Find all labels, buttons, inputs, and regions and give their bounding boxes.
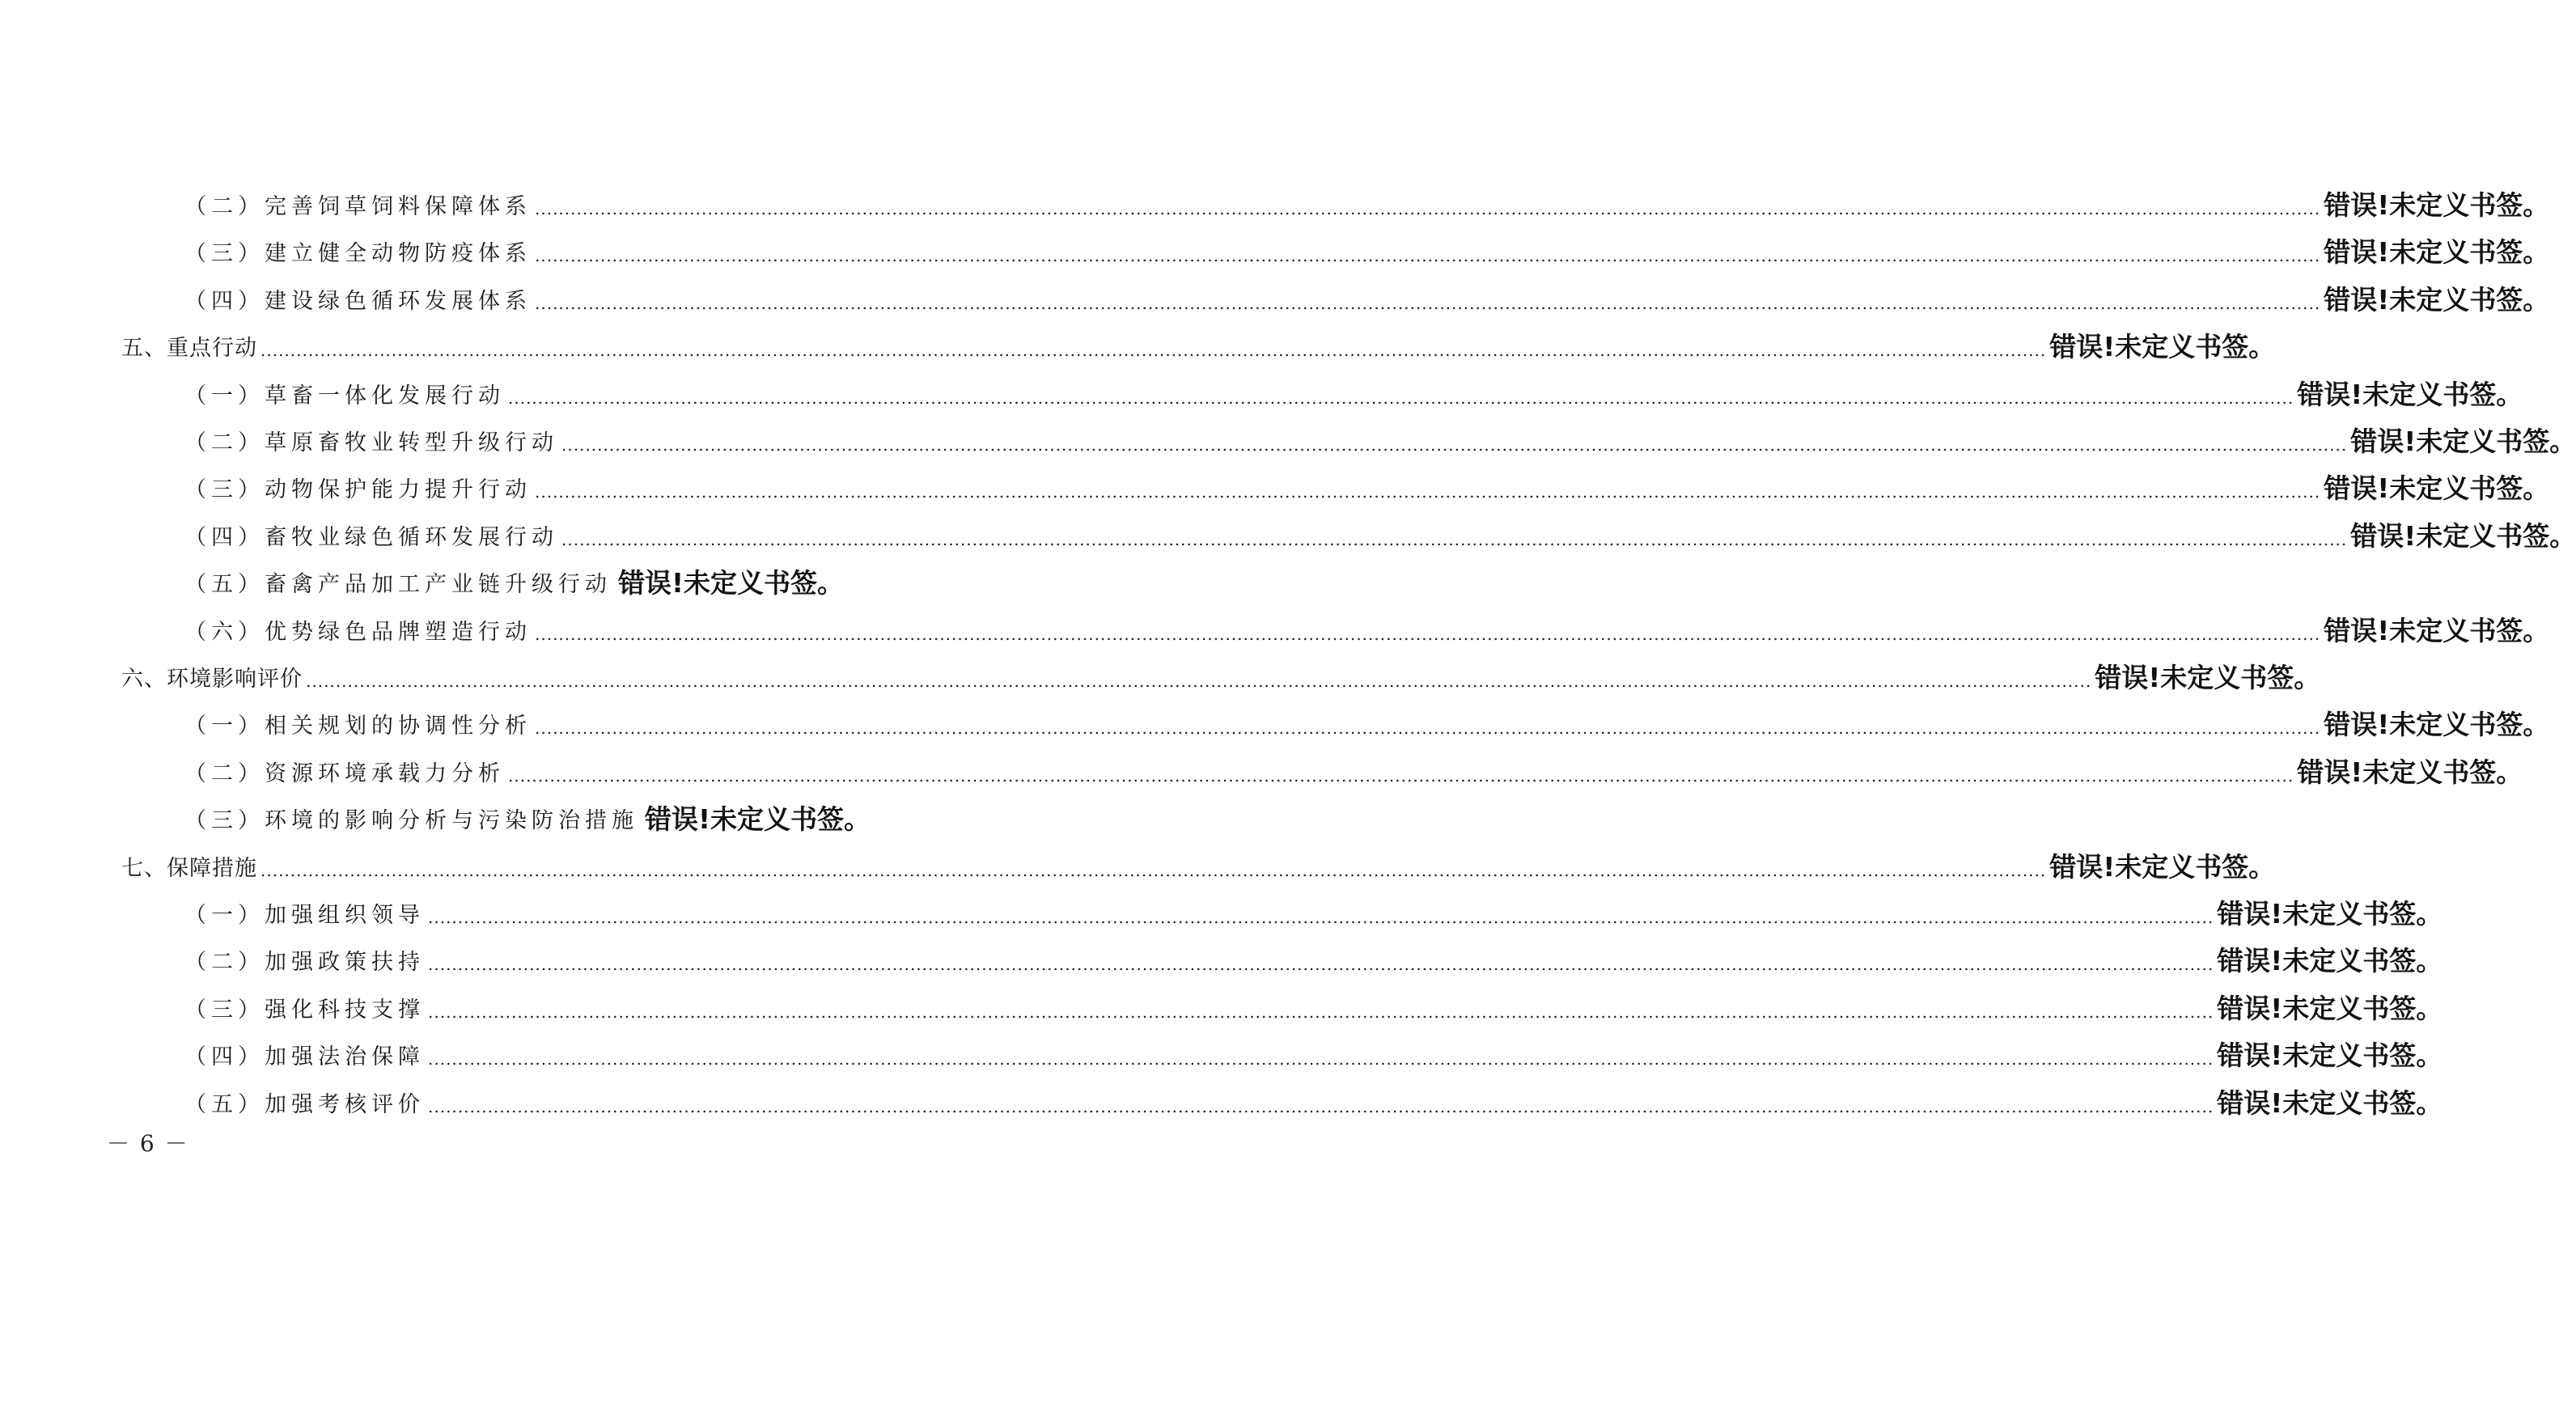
toc-entry-title: （二）草原畜牧业转型升级行动 xyxy=(184,430,558,455)
toc-entry-error: 错误!未定义书签。 xyxy=(2324,283,2550,316)
toc-entry-error: 错误!未定义书签。 xyxy=(2324,189,2550,221)
toc-entry-error: 错误!未定义书签。 xyxy=(2324,472,2550,505)
toc-dot-leader: ............................................................................................................................................................................................................................................................................................................ xyxy=(561,529,2348,549)
toc-dot-leader: ............................................................................................................................................................................................................................................................................................................ xyxy=(428,955,2214,975)
toc-entry[interactable] xyxy=(184,750,2523,790)
toc-dot-leader: ............................................................................................................................................................................................................................................................................................................ xyxy=(428,1096,2214,1116)
toc-entry[interactable] xyxy=(121,324,2276,365)
toc-entry-error: 错误!未定义书签。 xyxy=(2095,662,2321,693)
toc-entry-error: 错误!未定义书签。 xyxy=(2049,331,2276,363)
toc-entry[interactable] xyxy=(184,514,2576,554)
toc-entry-title: （三）强化科技支撑 xyxy=(184,997,425,1023)
toc-entry[interactable] xyxy=(184,466,2550,506)
toc-entry-title: （一）相关规划的协调性分析 xyxy=(184,714,532,739)
toc-entry-error: 错误!未定义书签。 xyxy=(2324,236,2550,269)
toc-entry-error: 错误!未定义书签。 xyxy=(2217,1040,2443,1072)
toc-entry[interactable] xyxy=(184,608,2550,649)
toc-dot-leader: ............................................................................................................................................................................................................................................................................................................ xyxy=(561,435,2348,455)
toc-entry-error: 错误!未定义书签。 xyxy=(2350,519,2576,552)
toc-entry-title: （六）优势绿色品牌塑造行动 xyxy=(184,619,532,645)
toc-dot-leader: ............................................................................................................................................................................................................................................................................................................ xyxy=(428,1002,2214,1022)
toc-entry-error: 错误!未定义书签。 xyxy=(2324,614,2550,646)
toc-entry-error: 错误!未定义书签。 xyxy=(2297,756,2523,788)
toc-entry-title: 七、保障措施 xyxy=(121,855,257,881)
toc-entry-title: （二）加强政策扶持 xyxy=(184,950,425,976)
toc-entry-title: （五）加强考核评价 xyxy=(184,1091,425,1117)
toc-entry[interactable] xyxy=(184,938,2443,979)
toc-entry-title: （四）建设绿色循环发展体系 xyxy=(184,288,532,314)
toc-entry-error: 错误!未定义书签。 xyxy=(2324,709,2550,741)
toc-entry[interactable] xyxy=(184,986,2443,1027)
toc-entry-title: （二）资源环境承载力分析 xyxy=(184,760,505,786)
toc-dot-leader: ............................................................................................................................................................................................................................................................................................................ xyxy=(508,765,2294,786)
toc-entry-title: （三）环境的影响分析与污染防治措施 xyxy=(184,808,638,834)
toc-dot-leader: ............................................................................................................................................................................................................................................................................................................ xyxy=(306,671,2092,691)
toc-entry-error: 错误!未定义书签。 xyxy=(645,803,871,836)
toc-dot-leader: ............................................................................................................................................................................................................................................................................................................ xyxy=(508,388,2294,408)
toc-entry-title: （四）加强法治保障 xyxy=(184,1044,425,1070)
toc-entry-title: （五）畜禽产品加工产业链升级行动 xyxy=(184,572,612,598)
toc-entry[interactable] xyxy=(184,277,2550,318)
toc-dot-leader: ............................................................................................................................................................................................................................................................................................................ xyxy=(535,624,2321,644)
toc-entry-error: 错误!未定义书签。 xyxy=(618,567,845,599)
toc-dot-leader: ............................................................................................................................................................................................................................................................................................................ xyxy=(535,199,2321,218)
toc-entry[interactable] xyxy=(184,183,2550,223)
toc-entry[interactable] xyxy=(184,892,2443,932)
toc-entry-title: （三）建立健全动物防疫体系 xyxy=(184,241,532,267)
toc-entry-title: （四）畜牧业绿色循环发展行动 xyxy=(184,524,558,550)
toc-dot-leader: ............................................................................................................................................................................................................................................................................................................ xyxy=(261,341,2047,361)
toc-entry-title: （三）动物保护能力提升行动 xyxy=(184,477,532,503)
toc-entry-error: 错误!未定义书签。 xyxy=(2217,992,2443,1024)
toc-dot-leader: ............................................................................................................................................................................................................................................................................................................ xyxy=(261,860,2047,880)
toc-entry[interactable] xyxy=(184,1033,2443,1074)
toc-entry-title: （一）加强组织领导 xyxy=(184,903,425,928)
toc-entry-error: 错误!未定义书签。 xyxy=(2350,426,2576,457)
toc-entry-error: 错误!未定义书签。 xyxy=(2049,850,2276,883)
toc-entry-title: （二）完善饲草饲料保障体系 xyxy=(184,194,532,219)
toc-entry-error: 错误!未定义书签。 xyxy=(2217,945,2443,977)
toc-entry-error: 错误!未定义书签。 xyxy=(2217,898,2443,930)
toc-dot-leader: ............................................................................................................................................................................................................................................................................................................ xyxy=(535,482,2321,502)
toc-dot-leader: ............................................................................................................................................................................................................................................................................................................ xyxy=(535,718,2321,739)
toc-entry-title: （一）草畜一体化发展行动 xyxy=(184,383,505,409)
toc-entry[interactable] xyxy=(121,845,2276,885)
toc-entry[interactable] xyxy=(184,419,2576,460)
toc-dot-leader: ............................................................................................................................................................................................................................................................................................................ xyxy=(535,293,2321,313)
toc-entry-title: 五、重点行动 xyxy=(121,336,257,362)
toc-entry[interactable] xyxy=(184,797,871,837)
toc-entry-error: 错误!未定义书签。 xyxy=(2297,378,2523,410)
toc-entry[interactable] xyxy=(184,702,2550,743)
toc-entry[interactable] xyxy=(184,372,2523,413)
toc-dot-leader: ............................................................................................................................................................................................................................................................................................................ xyxy=(428,1049,2214,1070)
page-number: － 6 － xyxy=(107,1130,189,1157)
toc-entry-error: 错误!未定义书签。 xyxy=(2217,1086,2443,1119)
toc-dot-leader: ............................................................................................................................................................................................................................................................................................................ xyxy=(428,908,2214,927)
toc-entry[interactable] xyxy=(184,230,2550,270)
toc-dot-leader: ............................................................................................................................................................................................................................................................................................................ xyxy=(535,246,2321,266)
toc-entry[interactable] xyxy=(184,561,845,601)
toc-entry[interactable] xyxy=(184,1081,2443,1121)
toc-entry[interactable] xyxy=(121,655,2321,696)
toc-entry-title: 六、环境影响评价 xyxy=(121,667,303,692)
